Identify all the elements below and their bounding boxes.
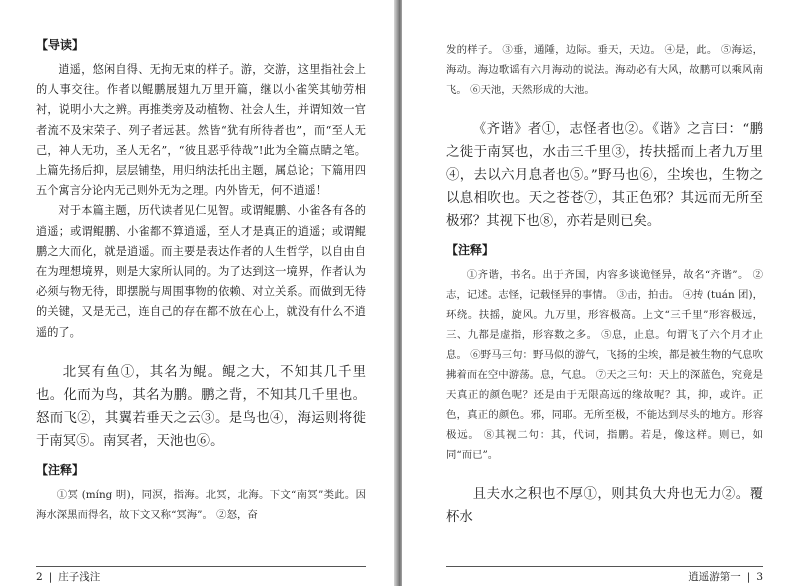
zhushi-heading-right: 【注释】 (446, 243, 495, 257)
daodu-heading: 【导读】 (36, 38, 85, 52)
footer-left: 2 | 庄子浅注 (36, 566, 366, 584)
daodu-paragraph-1: 逍遥，悠闲自得、无拘无束的样子。游，交游，这里指社会上的人事交往。作者以鲲鹏展翅九万里开篇，继以小雀笑其劬劳相衬，说明小大之辨。再推类旁及动植物、社会人生，并谓知效一官者流不及宋荣子、列子者远甚。然皆“犹有所待者也”，而“至人无己，神人无功，圣人无名”，“彼且恶乎待哉”!此为全篇点睛之笔。上篇先扬后抑，层层铺垫，用归纳法托出主题，属总论；下篇用四五个寓言分论内无己则外无为之理。内外皆无，何不逍遥！ (36, 63, 366, 198)
main-text-right: 《齐谐》者①，志怪者也②。《谐》之言曰：“鹏之徙于南冥也，水击三千里③，抟扶摇而上者九万里④，去以六月息者也⑤。”野马也⑥，尘埃也，生物之以息相吹也。天之苍苍⑦，其正色邪？其远而无所至极邪？其视下也⑧，亦若是则已矣。 (446, 122, 763, 229)
notes-right: ①齐谐，书名。出于齐国，内容多谈诡怪异，故名“齐谐”。 ②志，记述。志怪，记载怪异的事情。 ③击，拍击。 ④抟 (tuán 团)，环绕。扶摇，旋风。九万里，形容极高。上文“三千里”形容极远，三、九都是虚指，形容数之多。 ⑤息，止息。句谓飞了六个月才止息。 ⑥野马三句：野马似的游气，飞扬的尘埃，都是被生物的气息吹拂着而在空中游荡。息，气息。 ⑦天之三句：天上的深蓝色，究竟是天真正的颜色呢？还是由于无限高远的缘故呢？其，抑，或许。正色，真正的颜色。邪，同耶。无所至极，不能达到尽头的地方。形容极远。 ⑧其视二句：其，代词，指鹏。若是，像这样。则已，如同“而已”。 (446, 269, 763, 461)
page-number-right: 3 (756, 571, 763, 583)
daodu-paragraph-2: 对于本篇主题，历代读者见仁见智。或谓鲲鹏、小雀各有各的逍遥；或谓鲲鹏、小雀都不算逍遥，至人才是真正的逍遥；或谓鲲鹏之大而化，就是逍遥。而主要是表达作者的人生哲学，以自由自在为理想境界，则是大家所认同的。为了达到这一境界，作者认为必须与物无待，即摆脱与周围事物的依赖、对立关系。而做到无待的关键，又是无己，连自己的存在都不放在心上，就没有什么不逍遥的了。 (36, 204, 366, 339)
footer-right: 逍遥游第一 | 3 (446, 566, 763, 584)
chapter-title-footer: 逍遥游第一 (688, 571, 741, 583)
right-page (402, 0, 793, 586)
left-page (0, 0, 396, 586)
main-text-right-2: 且夫水之积也不厚①，则其负大舟也无力②。覆杯水 (446, 487, 763, 525)
notes-continued: 发的样子。 ③垂，通陲，边际。垂天，天边。 ④是，此。 ⑤海运，海动。海边歌谣有六月海动的说法。海动必有大风，故鹏可以乘风南飞。 ⑥天池，天然形成的大池。 (446, 44, 763, 96)
main-text-left: 北冥有鱼①，其名为鲲。鲲之大，不知其几千里也。化而为鸟，其名为鹏。鹏之背，不知其几千里也。怒而飞②，其翼若垂天之云③。是鸟也④，海运则将徙于南冥⑤。南冥者，天池也⑥。 (36, 364, 366, 449)
book-title-footer: 庄子浅注 (58, 571, 101, 583)
notes-left: ①冥 (míng 明)，同溟，指海。北冥，北海。下文“南冥”类此。因海水深黑而得名，故下文又称“冥海”。 ②怒，奋 (36, 488, 366, 521)
zhushi-heading-left: 【注释】 (36, 462, 85, 477)
page-number-left: 2 (36, 571, 43, 583)
